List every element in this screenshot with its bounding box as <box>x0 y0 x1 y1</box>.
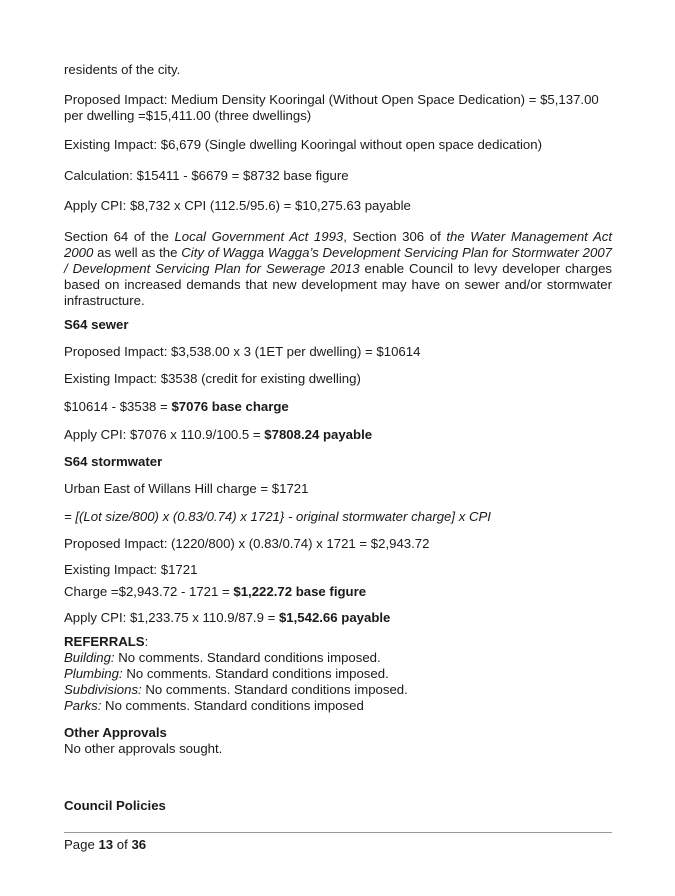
page-footer <box>64 837 146 853</box>
stormwater-charge-value: $1,222.72 base figure <box>233 584 367 599</box>
referral-text: No comments. Standard conditions imposed. <box>141 682 408 697</box>
referral-label: Subdivisions: <box>64 682 142 697</box>
s64-water-management-act: the Water Management Act 2000 <box>64 229 612 260</box>
stormwater-proposed-impact: Proposed Impact: (1220/800) x (0.83/0.74) x 1721 = $2,943.72 <box>64 536 430 551</box>
sewer-heading: S64 sewer <box>64 317 129 332</box>
referral-text: No comments. Standard conditions imposed. <box>122 666 389 681</box>
sewer-existing-impact: Existing Impact: $3538 (credit for existing dwelling) <box>64 371 361 386</box>
referral-item <box>64 650 381 666</box>
s64-text-1: Section 64 of the <box>64 229 175 244</box>
open-space-proposed-line-2: per dwelling =$15,411.00 (three dwellings) <box>64 108 312 123</box>
section-64-paragraph <box>64 229 612 309</box>
referral-item <box>64 682 408 698</box>
council-policies-heading: Council Policies <box>64 798 166 813</box>
footer-total-pages: 36 <box>131 837 147 852</box>
s64-text-3: as well as the <box>93 245 182 260</box>
sewer-cpi-value: $7808.24 payable <box>264 427 373 442</box>
s64-text-2: , Section 306 of <box>343 229 447 244</box>
stormwater-urban-charge: Urban East of Willans Hill charge = $1721 <box>64 481 309 496</box>
other-approvals-text: No other approvals sought. <box>64 741 223 756</box>
sewer-proposed-impact: Proposed Impact: $3,538.00 x 3 (1ET per dwelling) = $10614 <box>64 344 421 359</box>
document-page <box>64 0 612 896</box>
referral-label: Building: <box>64 650 115 665</box>
referrals-heading-colon: : <box>144 634 149 649</box>
stormwater-charge-prefix: Charge =$2,943.72 - 1721 = <box>64 584 234 599</box>
stormwater-cpi-value: $1,542.66 payable <box>278 610 391 625</box>
stormwater-apply-cpi <box>64 610 390 626</box>
sewer-base-value: $7076 base charge <box>171 399 289 414</box>
open-space-existing-impact: Existing Impact: $6,679 (Single dwelling Kooringal without open space dedication) <box>64 137 542 152</box>
referral-item <box>64 666 389 682</box>
s64-local-government-act: Local Government Act 1993 <box>174 229 344 244</box>
s64-servicing-plans: City of Wagga Wagga’s Development Servicing Plan for Stormwater 2007 / Development Servicing Plan for Sewerage 2013 <box>64 245 612 276</box>
referrals-heading <box>64 634 148 650</box>
footer-divider <box>64 832 612 833</box>
sewer-apply-cpi <box>64 427 372 443</box>
s64-text-4: enable Council to levy developer charges based on increased demands that new development may have on sewer and/or stormwater infrastructure. <box>64 261 612 308</box>
open-space-apply-cpi: Apply CPI: $8,732 x CPI (112.5/95.6) = $10,275.63 payable <box>64 198 411 213</box>
referral-item <box>64 698 364 714</box>
referral-text: No comments. Standard conditions imposed <box>101 698 364 713</box>
stormwater-charge <box>64 584 366 600</box>
footer-page-number: 13 <box>98 837 114 852</box>
stormwater-existing-impact: Existing Impact: $1721 <box>64 562 198 577</box>
referral-label: Plumbing: <box>64 666 123 681</box>
open-space-proposed-line-1: Proposed Impact: Medium Density Kooringal (Without Open Space Dedication) = $5,137.00 <box>64 92 599 107</box>
referral-label: Parks: <box>64 698 102 713</box>
stormwater-heading: S64 stormwater <box>64 454 163 469</box>
sewer-cpi-prefix: Apply CPI: $7076 x 110.9/100.5 = <box>64 427 265 442</box>
sewer-base-prefix: $10614 - $3538 = <box>64 399 172 414</box>
other-approvals-heading: Other Approvals <box>64 725 167 740</box>
footer-of-word: of <box>113 837 132 852</box>
open-space-calculation: Calculation: $15411 - $6679 = $8732 base figure <box>64 168 349 183</box>
referrals-heading-text: REFERRALS <box>64 634 145 649</box>
referral-text: No comments. Standard conditions imposed. <box>114 650 381 665</box>
stormwater-cpi-prefix: Apply CPI: $1,233.75 x 110.9/87.9 = <box>64 610 279 625</box>
sewer-base-charge <box>64 399 289 415</box>
stormwater-formula: = [(Lot size/800) x (0.83/0.74) x 1721} - original stormwater charge] x CPI <box>64 509 491 524</box>
intro-continued-text: residents of the city. <box>64 62 181 77</box>
footer-page-word: Page <box>64 837 99 852</box>
